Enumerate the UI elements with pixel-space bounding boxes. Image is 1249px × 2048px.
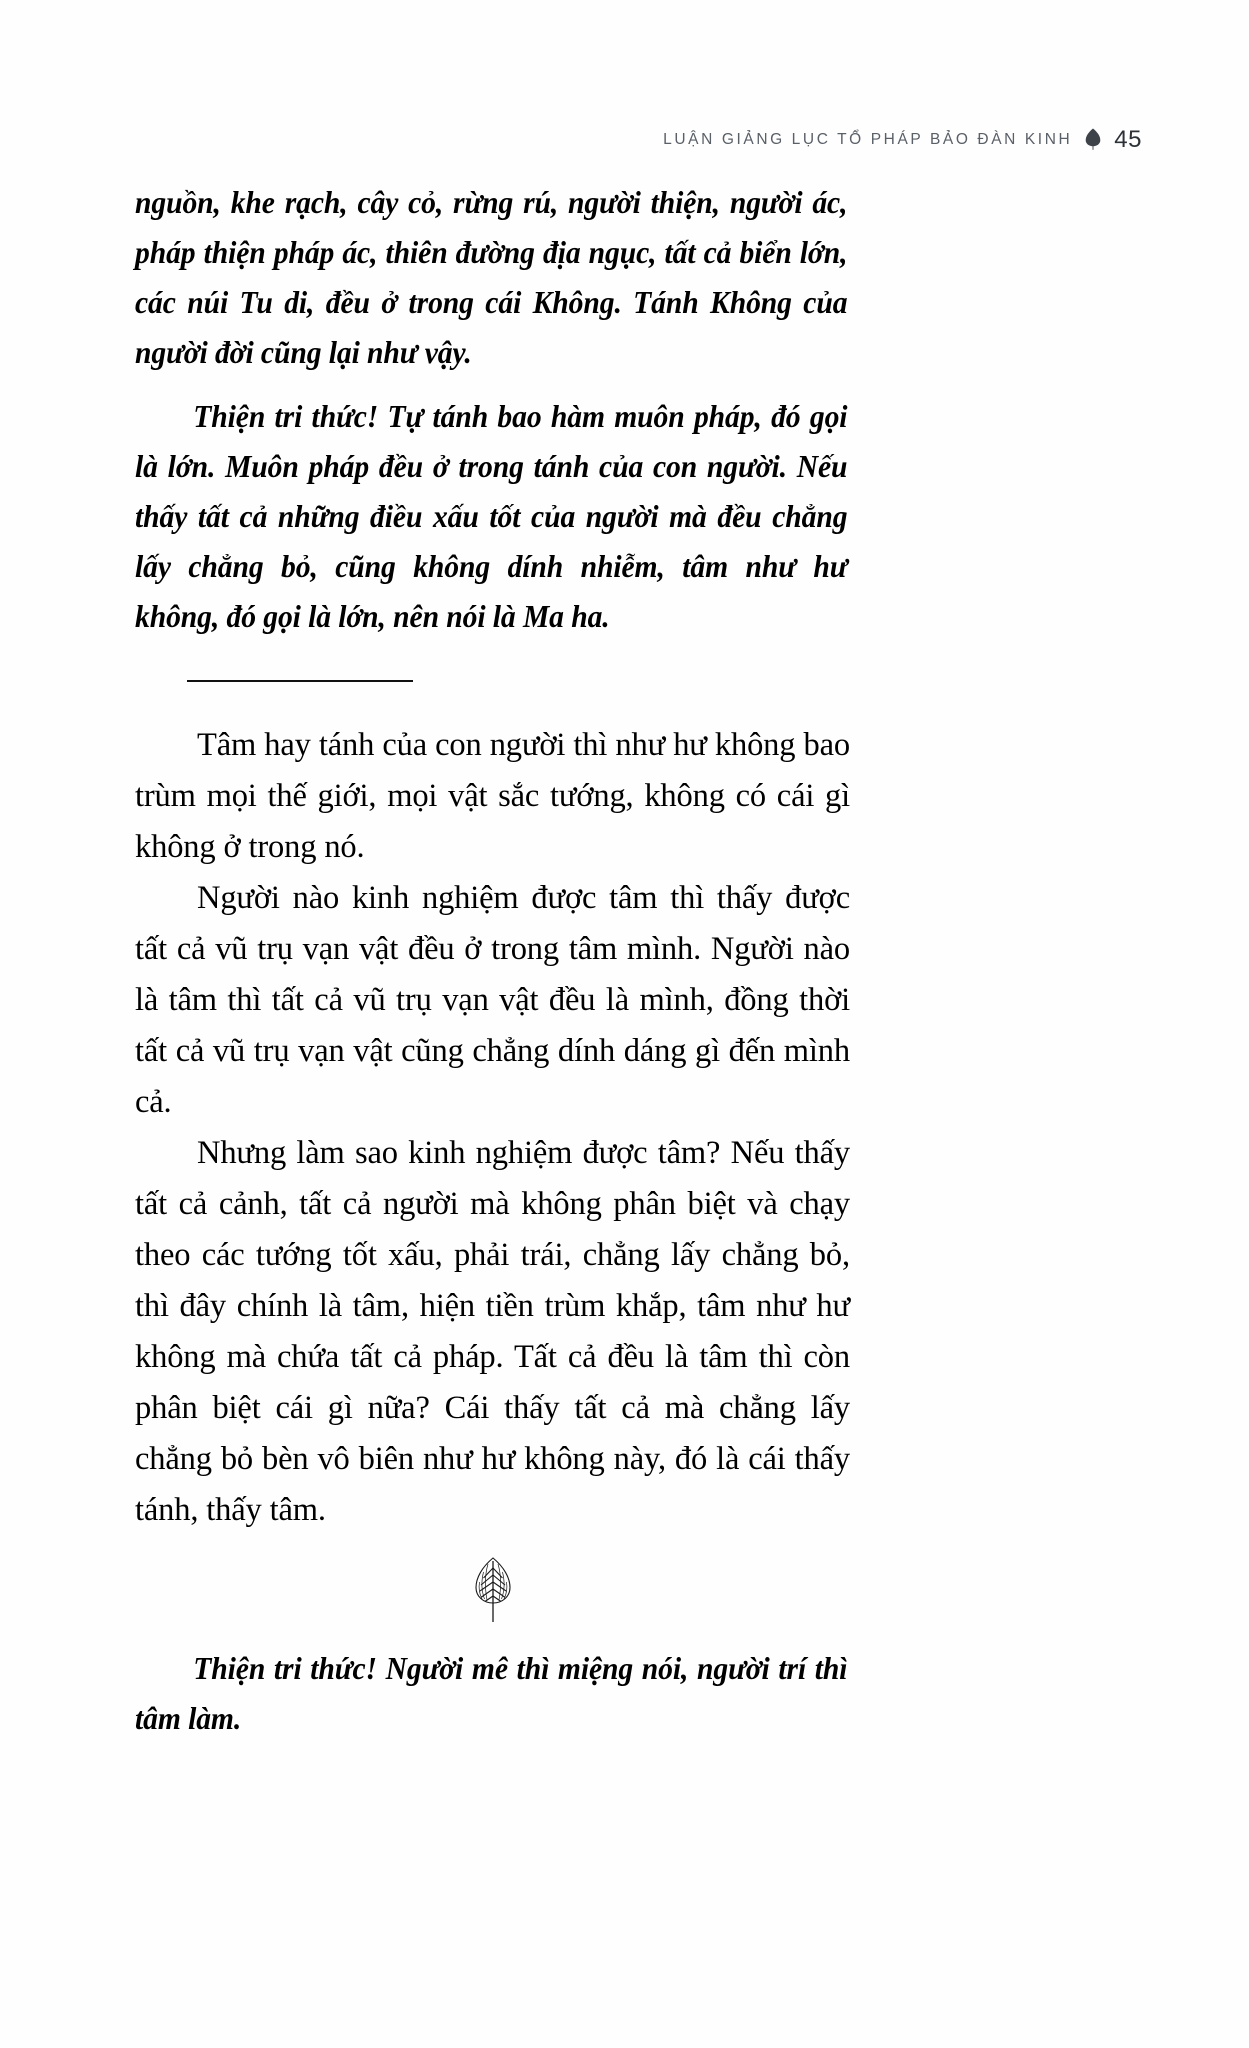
leaf-ornament bbox=[135, 1536, 850, 1644]
bodhi-leaf-icon bbox=[1085, 128, 1101, 150]
sutra-paragraph-2: Thiện tri thức! Tự tánh bao hàm muôn pháp, đó gọi là lớn. Muôn pháp đều ở trong tánh của con người. Nếu thấy tất cả những điều xấu tốt của người mà đều chẳng lấy chẳng bỏ, cũng không dính nhiễm, tâm như hư không, đó gọi là lớn, nên nói là Ma ha. bbox=[135, 399, 848, 634]
section-divider bbox=[135, 642, 850, 720]
divider-rule bbox=[187, 680, 413, 682]
page-number: 45 bbox=[1114, 126, 1142, 153]
running-head bbox=[0, 128, 1249, 152]
commentary-paragraph-1: Tâm hay tánh của con người thì như hư không bao trùm mọi thế giới, mọi vật sắc tướng, không có cái gì không ở trong nó. bbox=[135, 727, 850, 865]
commentary-paragraph-2: Người nào kinh nghiệm được tâm thì thấy được tất cả vũ trụ vạn vật đều ở trong tâm mình. Người nào là tâm thì tất cả vũ trụ vạn vật đều là mình, đồng thời tất cả vũ trụ vạn vật cũng chẳng dính dáng gì đến mình cả. bbox=[135, 880, 850, 1120]
bodhi-leaf-icon bbox=[473, 1556, 513, 1624]
running-head-title: LUẬN GIẢNG LỤC TỔ PHÁP BẢO ĐÀN KINH bbox=[663, 131, 1073, 148]
paragraph-spacer bbox=[135, 378, 850, 392]
sutra-paragraph-3: Thiện tri thức! Người mê thì miệng nói, người trí thì tâm làm. bbox=[135, 1651, 848, 1736]
text-column bbox=[135, 178, 850, 1744]
commentary-paragraph-3: Nhưng làm sao kinh nghiệm được tâm? Nếu thấy tất cả cảnh, tất cả người mà không phân biệt và chạy theo các tướng tốt xấu, phải trái, chẳng lấy chẳng bỏ, thì đây chính là tâm, hiện tiền trùm khắp, tâm như hư không mà chứa tất cả pháp. Tất cả đều là tâm thì còn phân biệt cái gì nữa? Cái thấy tất cả mà chẳng lấy chẳng bỏ bèn vô biên như hư không này, đó là cái thấy tánh, thấy tâm. bbox=[135, 1135, 850, 1528]
sutra-paragraph-1: nguồn, khe rạch, cây cỏ, rừng rú, người thiện, người ác, pháp thiện pháp ác, thiên đường địa ngục, tất cả biển lớn, các núi Tu di, đều ở trong cái Không. Tánh Không của người đời cũng lại như vậy. bbox=[135, 185, 848, 370]
